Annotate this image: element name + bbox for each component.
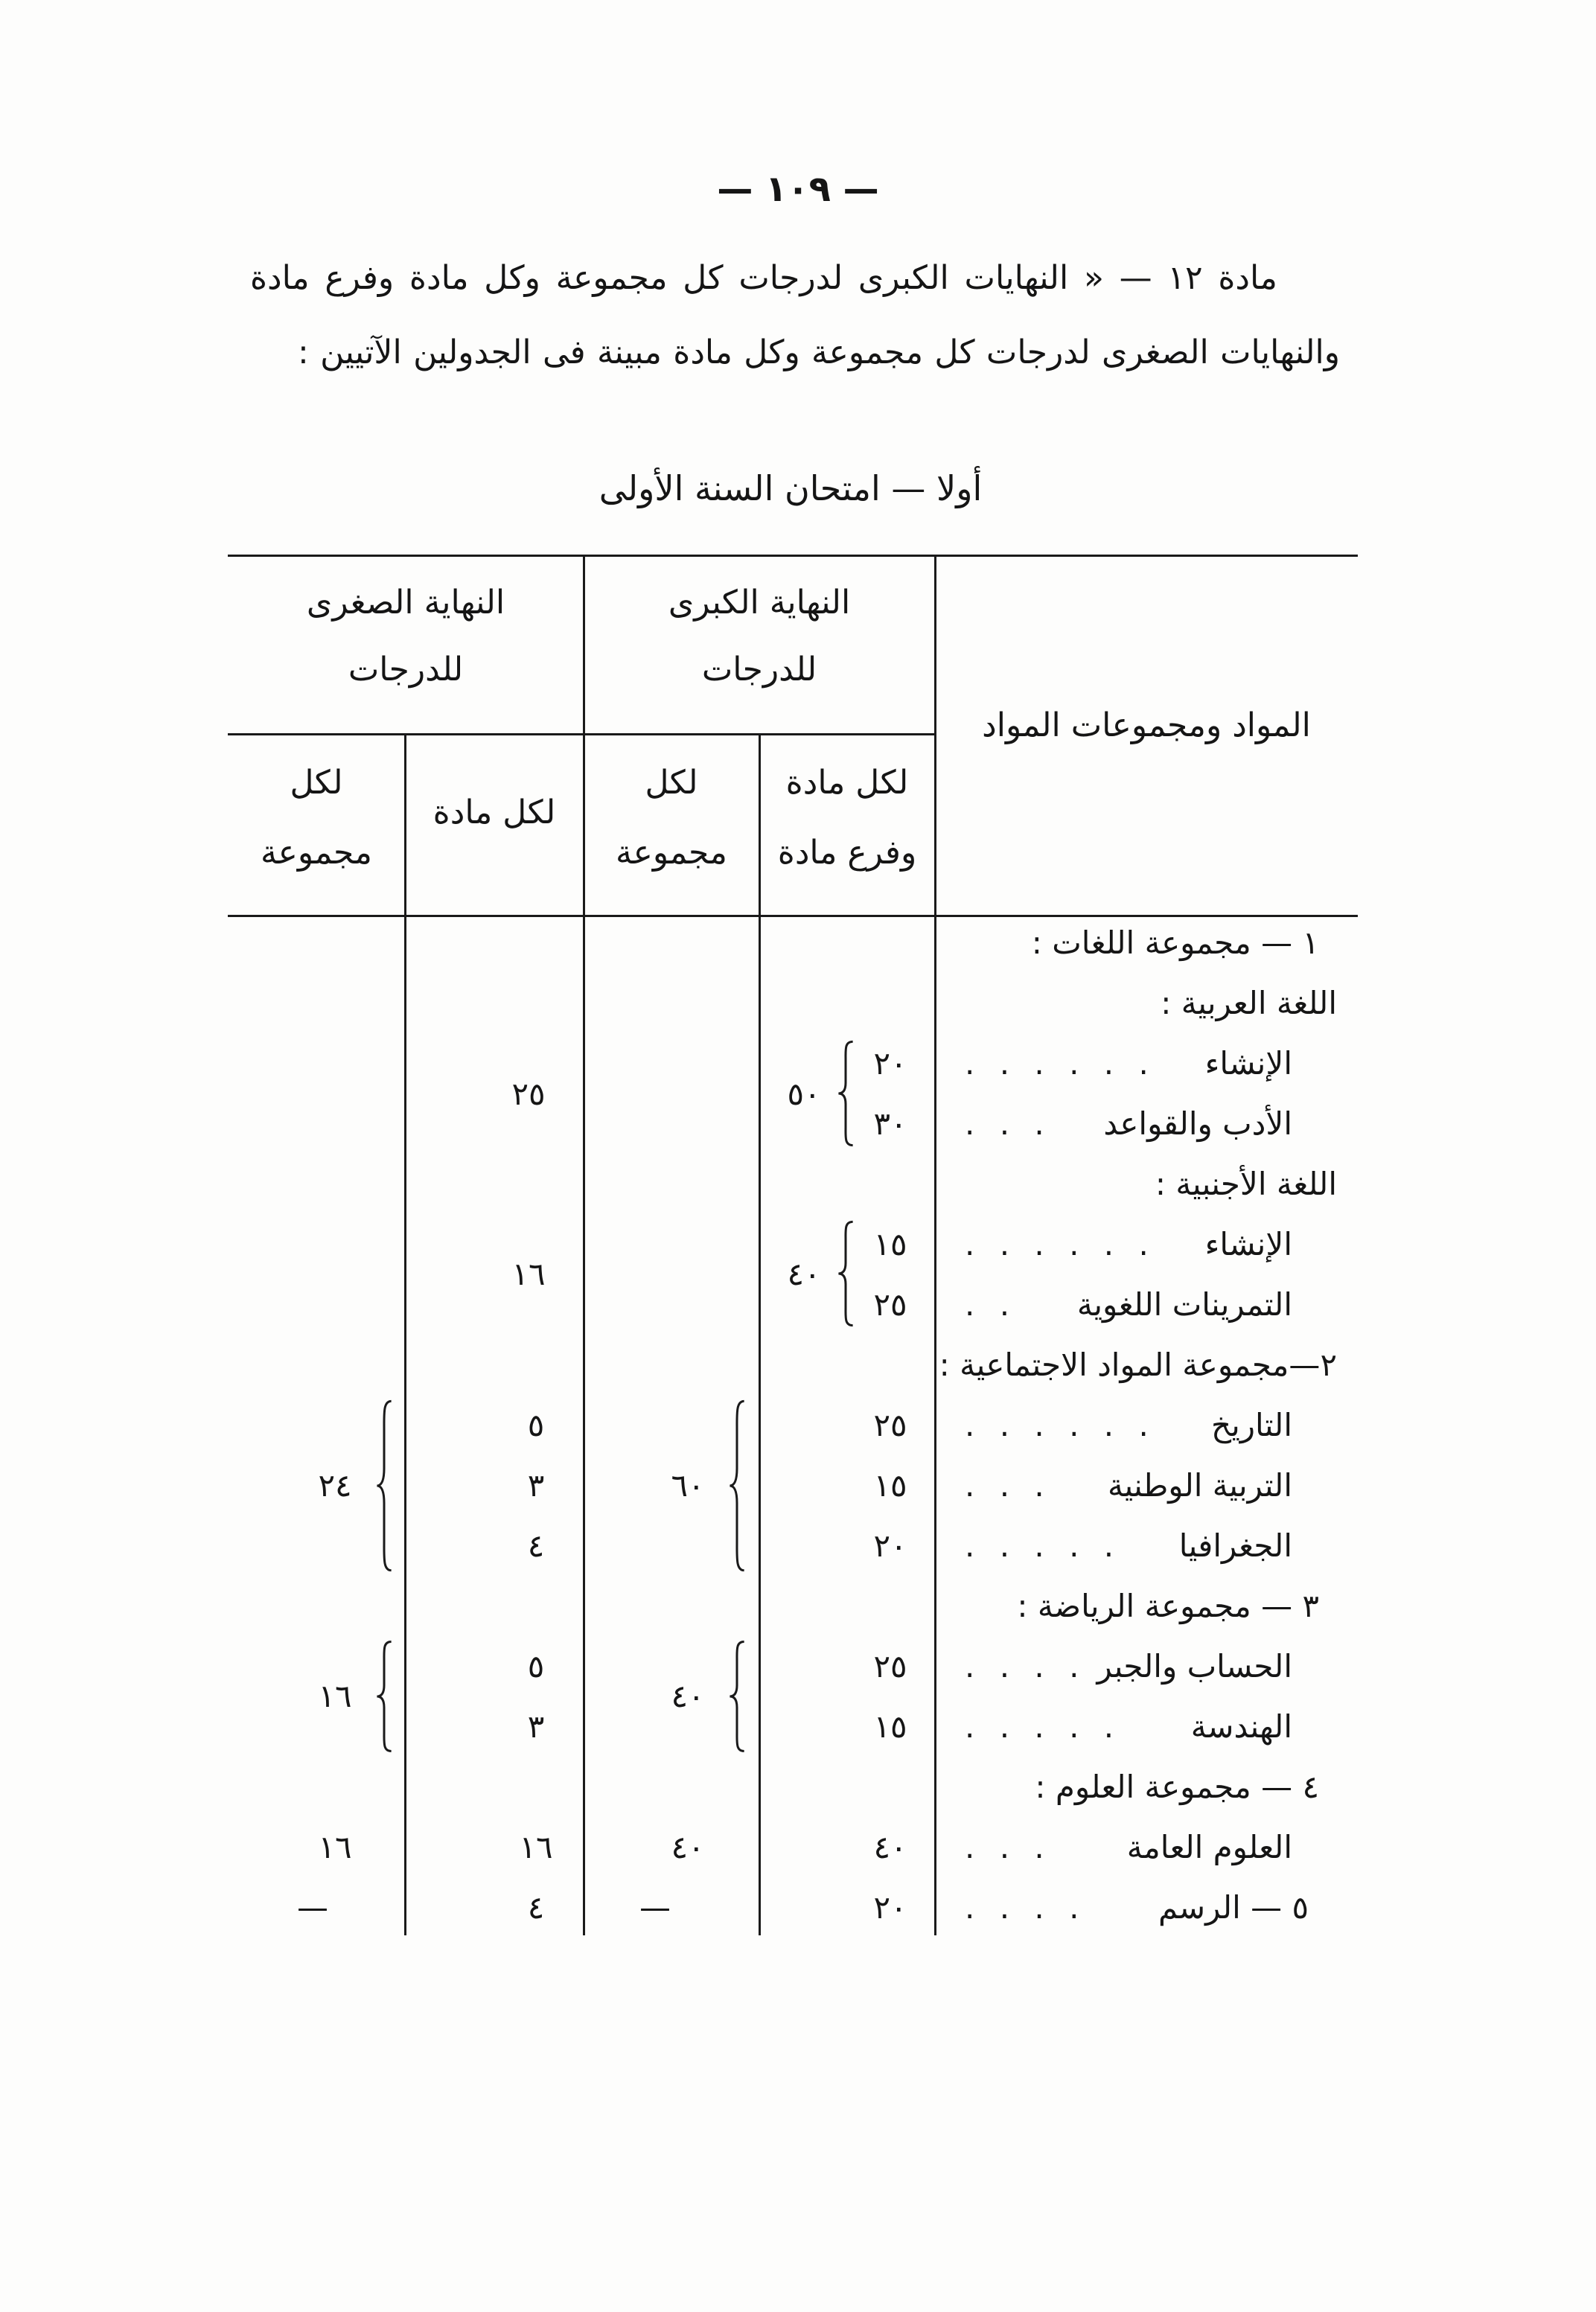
math-max-group: ٤٠	[671, 1678, 705, 1714]
subject-cell	[935, 1877, 1358, 1938]
table-row	[0, 1516, 1596, 1576]
group-heading: ١ — مجموعة اللغات :	[1031, 925, 1319, 961]
table-row	[0, 1154, 1596, 1214]
max-per-subject-value: ٣٠	[873, 1105, 907, 1142]
header-subjects-text: المواد ومجموعات المواد	[982, 706, 1311, 744]
min-per-subject-value: ٤	[527, 1889, 545, 1926]
min-per-subject-value: ٤	[527, 1527, 545, 1564]
brace-icon	[728, 1399, 746, 1572]
table-row	[0, 1335, 1596, 1395]
table-row	[0, 1817, 1596, 1877]
subject-label: الإنشاء	[1204, 1226, 1292, 1262]
group-heading: ٣ — مجموعة الرياضة :	[1017, 1588, 1319, 1624]
table-row	[0, 1636, 1596, 1696]
min-per-group-value: —	[297, 1889, 328, 1926]
arabic-max-total: ٥٠	[787, 1076, 821, 1112]
subject-label: الحساب والجبر	[1097, 1648, 1292, 1684]
table-row	[0, 1877, 1596, 1938]
dot-leader: . . . . . .	[965, 1407, 1156, 1443]
page-number: — ١٠٩ —	[717, 168, 879, 210]
brace-icon	[728, 1641, 746, 1752]
max-per-subject-value: ٢٥	[873, 1407, 907, 1443]
max-per-subject-value: ٤٠	[873, 1829, 907, 1865]
brace-icon	[375, 1399, 393, 1572]
social-max-group: ٦٠	[671, 1467, 705, 1504]
header-min-line1: النهاية الصغرى	[306, 584, 505, 622]
subject-cell	[935, 1757, 1358, 1817]
article-line-1: مادة ١٢ — « النهايات الكبرى لدرجات كل مجموعة وكل مادة وفرع مادة	[250, 259, 1277, 297]
dot-leader: . . .	[965, 1467, 1052, 1504]
subject-cell	[935, 1817, 1358, 1877]
header-max-per-group-line2: مجموعة	[616, 834, 727, 872]
header-min-per-subject	[405, 778, 584, 848]
subject-label: الأدب والقواعد	[1103, 1105, 1292, 1142]
subject-cell	[935, 1335, 1358, 1395]
dot-leader: . . . . .	[965, 1527, 1122, 1564]
foreign-max-total: ٤٠	[787, 1256, 821, 1292]
subject-cell	[935, 1033, 1358, 1093]
max-per-subject-value: ١٥	[873, 1708, 907, 1745]
subject-heading: اللغة الأجنبية :	[1155, 1166, 1337, 1202]
subject-label: التمرينات اللغوية	[1076, 1286, 1292, 1323]
header-min-per-group-line2: مجموعة	[261, 834, 372, 872]
header-max-per-group	[584, 748, 759, 888]
arabic-min-per-subject: ٢٥	[511, 1076, 546, 1112]
subject-label: الجغرافيا	[1178, 1527, 1292, 1564]
table-title: أولا — امتحان السنة الأولى	[598, 468, 983, 508]
group-heading: ٥ — الرسم	[1158, 1889, 1309, 1926]
max-per-group-value: —	[639, 1889, 671, 1926]
dot-leader: . .	[965, 1286, 1018, 1323]
subject-label: التربية الوطنية	[1107, 1467, 1292, 1504]
table-row	[0, 913, 1596, 973]
header-max-line1: النهاية الكبرى	[668, 584, 851, 622]
header-min-group	[228, 569, 584, 703]
subject-cell	[935, 1516, 1358, 1576]
subject-cell	[935, 1093, 1358, 1154]
max-per-subject-value: ٢٥	[873, 1286, 907, 1323]
header-subjects	[935, 692, 1358, 759]
subject-cell	[935, 973, 1358, 1033]
dot-leader: . . . . .	[965, 1708, 1122, 1745]
table-top-rule	[228, 555, 1358, 557]
max-per-subject-value: ٢٠	[873, 1527, 907, 1564]
subject-cell	[935, 1455, 1358, 1516]
dot-leader: . . . . . .	[965, 1226, 1156, 1262]
min-per-subject-value: ٥	[527, 1407, 545, 1443]
min-per-subject-value: ٥	[527, 1648, 545, 1684]
social-min-group: ٢٤	[318, 1467, 352, 1504]
min-per-subject-value: ٣	[527, 1708, 545, 1745]
table-row	[0, 1455, 1596, 1516]
article-line-2: والنهايات الصغرى لدرجات كل مجموعة وكل مادة مبينة فى الجدولين الآتيين :	[298, 333, 1340, 371]
subject-cell	[935, 1576, 1358, 1636]
subject-label: الإنشاء	[1204, 1045, 1292, 1082]
header-max-group	[584, 569, 935, 703]
min-per-group-value: ١٦	[318, 1829, 352, 1865]
header-max-per-subject-line1: لكل مادة	[785, 764, 909, 802]
header-min-per-group-line1: لكل	[290, 764, 343, 802]
header-min-per-group	[228, 748, 405, 888]
brace-icon	[375, 1641, 393, 1752]
math-min-group: ١٦	[318, 1678, 352, 1714]
dot-leader: . . . . . .	[965, 1045, 1156, 1082]
dot-leader: . . .	[965, 1105, 1052, 1142]
max-per-subject-value: ١٥	[873, 1226, 907, 1262]
subject-cell	[935, 1636, 1358, 1696]
dot-leader: . . . .	[965, 1889, 1087, 1926]
table-row	[0, 1757, 1596, 1817]
subject-label: الهندسة	[1190, 1708, 1292, 1745]
min-per-subject-value: ٣	[527, 1467, 545, 1504]
subject-cell	[935, 1214, 1358, 1274]
max-per-subject-value: ١٥	[873, 1467, 907, 1504]
header-max-line2: للدرجات	[701, 651, 817, 689]
table-row	[0, 973, 1596, 1033]
table-row	[0, 1696, 1596, 1757]
subject-heading: اللغة العربية :	[1161, 985, 1337, 1021]
dot-leader: . . .	[965, 1829, 1052, 1865]
subject-cell	[935, 1696, 1358, 1757]
header-min-per-subject-text: لكل مادة	[432, 793, 556, 831]
header-min-line2: للدرجات	[348, 651, 464, 689]
subject-label: العلوم العامة	[1126, 1829, 1292, 1865]
dot-leader: . . . .	[965, 1648, 1087, 1684]
group-heading: ٢—مجموعة المواد الاجتماعية :	[939, 1347, 1337, 1383]
subject-cell	[935, 1154, 1358, 1214]
subject-label: التاريخ	[1210, 1407, 1292, 1443]
header-max-per-subject	[759, 748, 935, 888]
group-heading: ٤ — مجموعة العلوم :	[1035, 1769, 1319, 1805]
foreign-min-per-subject: ١٦	[511, 1256, 546, 1292]
subject-cell	[935, 1274, 1358, 1335]
table-row	[0, 1395, 1596, 1455]
subject-cell	[935, 913, 1358, 973]
max-per-subject-value: ٢٠	[873, 1045, 907, 1082]
min-per-subject-value: ١٦	[519, 1829, 553, 1865]
max-per-subject-value: ٢٠	[873, 1889, 907, 1926]
header-max-per-subject-line2: وفرع مادة	[777, 834, 917, 872]
group-header-rule	[228, 733, 935, 735]
brace-icon	[837, 1041, 855, 1146]
header-max-per-group-line1: لكل	[645, 764, 698, 802]
brace-icon	[837, 1221, 855, 1326]
subject-cell	[935, 1395, 1358, 1455]
max-per-group-value: ٤٠	[671, 1829, 705, 1865]
max-per-subject-value: ٢٥	[873, 1648, 907, 1684]
table-row	[0, 1576, 1596, 1636]
